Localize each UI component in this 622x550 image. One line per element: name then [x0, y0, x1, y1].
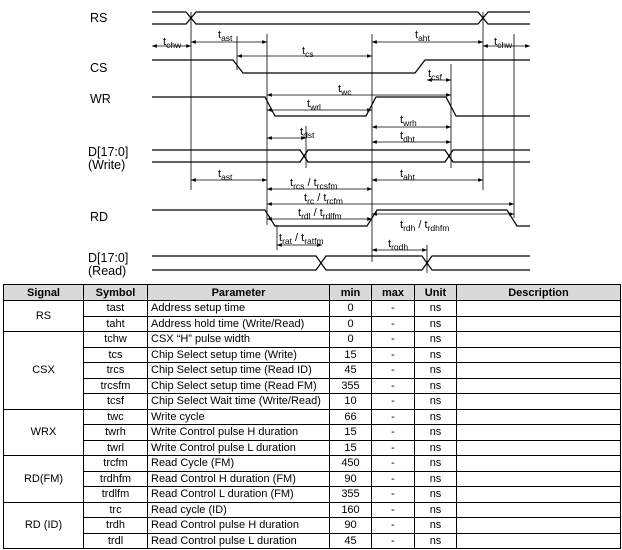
unit-cell: ns	[415, 487, 457, 503]
symbol-cell: tcsf	[84, 394, 148, 410]
symbol-cell: trc	[84, 502, 148, 518]
signal-cell: RD(FM)	[4, 456, 84, 503]
min-cell: 15	[330, 347, 372, 363]
timing-label-sub: aht	[403, 172, 415, 182]
description-cell	[457, 409, 621, 425]
timing-label-sep: /	[304, 177, 314, 189]
timing-label-main: t	[415, 29, 419, 41]
max-cell: -	[372, 425, 415, 441]
symbol-cell: trcs	[84, 363, 148, 379]
min-cell: 10	[330, 394, 372, 410]
min-cell: 15	[330, 425, 372, 441]
min-cell: 90	[330, 471, 372, 487]
timing-label-twrh	[400, 114, 417, 128]
max-cell: -	[372, 332, 415, 348]
timing-label-main: t	[400, 114, 404, 126]
symbol-cell: twrl	[84, 440, 148, 456]
timing-label-sub: cs	[305, 49, 314, 59]
timing-label-main2: t	[319, 207, 323, 219]
timing-label-tcs	[302, 45, 314, 59]
d-write-wave-top	[152, 150, 530, 162]
header-min: min	[330, 285, 372, 301]
max-cell: -	[372, 533, 415, 549]
timing-label-main2: t	[313, 177, 317, 189]
timing-label-main2: t	[424, 219, 428, 231]
timing-label-sub: wrh	[403, 118, 417, 128]
parameter-cell: Read Control H duration (FM)	[148, 471, 330, 487]
timing-label-main: t	[218, 29, 222, 41]
signal-cell: CSX	[4, 332, 84, 410]
max-cell: -	[372, 316, 415, 332]
description-cell	[457, 394, 621, 410]
min-cell: 355	[330, 487, 372, 503]
max-cell: -	[372, 301, 415, 317]
signal-label-rs: RS	[90, 11, 108, 25]
unit-cell: ns	[415, 502, 457, 518]
symbol-cell: twc	[84, 409, 148, 425]
max-cell: -	[372, 409, 415, 425]
parameter-cell: Read cycle (ID)	[148, 502, 330, 518]
parameter-cell: Read Control pulse H duration	[148, 518, 330, 534]
description-cell	[457, 471, 621, 487]
timing-label-main: t	[494, 36, 498, 48]
timing-label-sep: /	[310, 207, 320, 219]
min-cell: 0	[330, 332, 372, 348]
timing-label-sub2: rcsfm	[316, 181, 338, 191]
header-description: Description	[457, 285, 621, 301]
table-row	[4, 301, 621, 317]
timing-label-trc	[304, 192, 343, 206]
table-row	[4, 533, 621, 549]
table-row	[4, 409, 621, 425]
symbol-cell: trdl	[84, 533, 148, 549]
cs-wave	[152, 60, 530, 73]
timing-label-main: t	[338, 83, 342, 95]
unit-cell: ns	[415, 409, 457, 425]
d-read-wave-bottom	[152, 256, 530, 270]
timing-label-sub: rat	[282, 236, 292, 246]
description-cell	[457, 518, 621, 534]
timing-label-sep: /	[415, 219, 425, 231]
parameter-cell: Write Control pulse L duration	[148, 440, 330, 456]
max-cell: -	[372, 518, 415, 534]
timing-label-main: t	[290, 177, 294, 189]
min-cell: 66	[330, 409, 372, 425]
timing-label-sep: /	[314, 192, 324, 204]
timing-label-main: t	[400, 168, 404, 180]
signal-label-d-write: D[17:0]	[88, 145, 129, 159]
wr-wave	[152, 97, 530, 116]
min-cell: 90	[330, 518, 372, 534]
unit-cell: ns	[415, 332, 457, 348]
timing-spec-table	[3, 284, 621, 549]
min-cell: 355	[330, 378, 372, 394]
timing-label-sub: ast	[221, 33, 233, 43]
timing-label-main: t	[298, 207, 302, 219]
timing-label-trat	[279, 232, 324, 246]
timing-label-trcs	[290, 177, 337, 191]
timing-label-sub2: rcfm	[326, 196, 343, 206]
timing-label-sub: rdh	[403, 223, 416, 233]
timing-label-main: t	[400, 130, 404, 142]
symbol-cell: tchw	[84, 332, 148, 348]
unit-cell: ns	[415, 363, 457, 379]
description-cell	[457, 378, 621, 394]
symbol-cell: trdh	[84, 518, 148, 534]
unit-cell: ns	[415, 456, 457, 472]
table-row	[4, 332, 621, 348]
signal-label-d-write-sub: (Write)	[88, 158, 126, 172]
timing-guide-lines	[191, 12, 514, 273]
signal-cell: WRX	[4, 409, 84, 456]
timing-label-main2: t	[323, 192, 327, 204]
timing-label-twc	[338, 83, 352, 97]
parameter-cell: Chip Select setup time (Write)	[148, 347, 330, 363]
header-parameter: Parameter	[148, 285, 330, 301]
unit-cell: ns	[415, 378, 457, 394]
table-row	[4, 456, 621, 472]
table-row	[4, 347, 621, 363]
table-row	[4, 425, 621, 441]
timing-label-sub: dht	[403, 134, 415, 144]
description-cell	[457, 533, 621, 549]
signal-label-cs: CS	[90, 61, 108, 75]
rs-wave-top	[152, 12, 530, 24]
symbol-cell: trdhfm	[84, 471, 148, 487]
table-row	[4, 363, 621, 379]
description-cell	[457, 363, 621, 379]
max-cell: -	[372, 378, 415, 394]
symbol-cell: taht	[84, 316, 148, 332]
header-symbol: Symbol	[84, 285, 148, 301]
table-row	[4, 440, 621, 456]
parameter-cell: Chip Select setup time (Read ID)	[148, 363, 330, 379]
parameter-cell: Write Control pulse H duration	[148, 425, 330, 441]
description-cell	[457, 332, 621, 348]
header-signal: Signal	[4, 285, 84, 301]
description-cell	[457, 301, 621, 317]
symbol-cell: trcfm	[84, 456, 148, 472]
table-row	[4, 471, 621, 487]
timing-label-sub: rc	[307, 196, 315, 206]
timing-label-sub: wrl	[310, 102, 321, 112]
parameter-cell: Address setup time	[148, 301, 330, 317]
signal-cell: RS	[4, 301, 84, 332]
timing-label-tast-mid	[218, 168, 233, 182]
description-cell	[457, 440, 621, 456]
timing-label-sub2: ratfm	[304, 236, 324, 246]
symbol-cell: tast	[84, 301, 148, 317]
table-row	[4, 502, 621, 518]
symbol-cell: twrh	[84, 425, 148, 441]
table-row	[4, 378, 621, 394]
signal-label-d-read-sub: (Read)	[88, 264, 127, 278]
timing-label-twrl	[307, 98, 321, 112]
timing-label-sub: rcs	[293, 181, 305, 191]
unit-cell: ns	[415, 301, 457, 317]
description-cell	[457, 347, 621, 363]
max-cell: -	[372, 347, 415, 363]
rs-wave-bottom	[152, 12, 530, 24]
signal-cell: RD (ID)	[4, 502, 84, 549]
timing-label-sub: rodh	[391, 242, 409, 252]
unit-cell: ns	[415, 440, 457, 456]
timing-label-main: t	[428, 68, 432, 80]
min-cell: 0	[330, 301, 372, 317]
timing-label-main2: t	[301, 232, 305, 244]
max-cell: -	[372, 471, 415, 487]
timing-label-sep: /	[291, 232, 302, 244]
parameter-cell: Read Control L duration (FM)	[148, 487, 330, 503]
unit-cell: ns	[415, 394, 457, 410]
description-cell	[457, 487, 621, 503]
unit-cell: ns	[415, 471, 457, 487]
timing-label-trdl	[298, 207, 342, 221]
d-write-wave-bottom	[152, 150, 530, 162]
max-cell: -	[372, 487, 415, 503]
timing-label-sub: chw	[497, 40, 513, 50]
timing-label-tcsf	[428, 68, 443, 82]
timing-label-sub: wc	[341, 87, 352, 97]
timing-label-main: t	[388, 238, 392, 250]
max-cell: -	[372, 440, 415, 456]
max-cell: -	[372, 502, 415, 518]
parameter-cell: Chip Select setup time (Read FM)	[148, 378, 330, 394]
timing-label-sub: aht	[418, 33, 430, 43]
timing-label-sub: csf	[431, 72, 442, 82]
timing-label-sub: ast	[221, 172, 233, 182]
min-cell: 45	[330, 363, 372, 379]
header-max: max	[372, 285, 415, 301]
parameter-cell: Read Control pulse L duration	[148, 533, 330, 549]
min-cell: 450	[330, 456, 372, 472]
min-cell: 45	[330, 533, 372, 549]
unit-cell: ns	[415, 316, 457, 332]
parameter-cell: Chip Select Wait time (Write/Read)	[148, 394, 330, 410]
timing-label-taht-mid	[400, 168, 416, 182]
timing-label-tast-top	[218, 29, 233, 43]
unit-cell: ns	[415, 425, 457, 441]
min-cell: 15	[330, 440, 372, 456]
timing-label-sub2: rdhfm	[427, 223, 450, 233]
min-cell: 160	[330, 502, 372, 518]
unit-cell: ns	[415, 533, 457, 549]
timing-label-trdh	[400, 219, 449, 233]
timing-label-trodh	[388, 238, 408, 252]
timing-label-taht-top	[415, 29, 431, 43]
table-row	[4, 394, 621, 410]
timing-parameter-labels	[163, 29, 513, 252]
parameter-cell: Address hold time (Write/Read)	[148, 316, 330, 332]
max-cell: -	[372, 394, 415, 410]
timing-label-main: t	[304, 192, 308, 204]
min-cell: 0	[330, 316, 372, 332]
description-cell	[457, 425, 621, 441]
timing-label-main: t	[300, 126, 304, 138]
unit-cell: ns	[415, 347, 457, 363]
table-row	[4, 487, 621, 503]
table-body	[4, 301, 621, 549]
parameter-cell: Read Cycle (FM)	[148, 456, 330, 472]
timing-label-main: t	[400, 219, 404, 231]
timing-label-sub: rdl	[301, 211, 311, 221]
timing-waveforms	[152, 12, 530, 270]
timing-label-main: t	[279, 232, 283, 244]
timing-label-main: t	[218, 168, 222, 180]
signal-label-d-read: D[17:0]	[88, 251, 129, 265]
symbol-cell: trcsfm	[84, 378, 148, 394]
unit-cell: ns	[415, 518, 457, 534]
max-cell: -	[372, 456, 415, 472]
timing-label-sub: dst	[303, 130, 315, 140]
timing-label-sub2: rdlfm	[322, 211, 342, 221]
d-read-wave-top	[152, 256, 530, 270]
timing-label-sub: chw	[166, 40, 182, 50]
timing-label-tdst	[300, 126, 315, 140]
symbol-cell: trdlfm	[84, 487, 148, 503]
description-cell	[457, 316, 621, 332]
timing-label-tdht	[400, 130, 416, 144]
timing-label-main: t	[163, 36, 167, 48]
description-cell	[457, 456, 621, 472]
signal-labels	[88, 11, 128, 278]
timing-label-main: t	[302, 45, 306, 57]
table-row	[4, 316, 621, 332]
timing-label-main: t	[307, 98, 311, 110]
table-header-row	[4, 285, 621, 301]
timing-label-tchw-right	[494, 36, 513, 50]
parameter-cell: Write cycle	[148, 409, 330, 425]
symbol-cell: tcs	[84, 347, 148, 363]
signal-label-rd: RD	[90, 210, 109, 224]
timing-label-tchw-left	[163, 36, 182, 50]
signal-label-wr: WR	[90, 92, 111, 106]
header-unit: Unit	[415, 285, 457, 301]
description-cell	[457, 502, 621, 518]
table-row	[4, 518, 621, 534]
max-cell: -	[372, 363, 415, 379]
parameter-cell: CSX “H” pulse width	[148, 332, 330, 348]
